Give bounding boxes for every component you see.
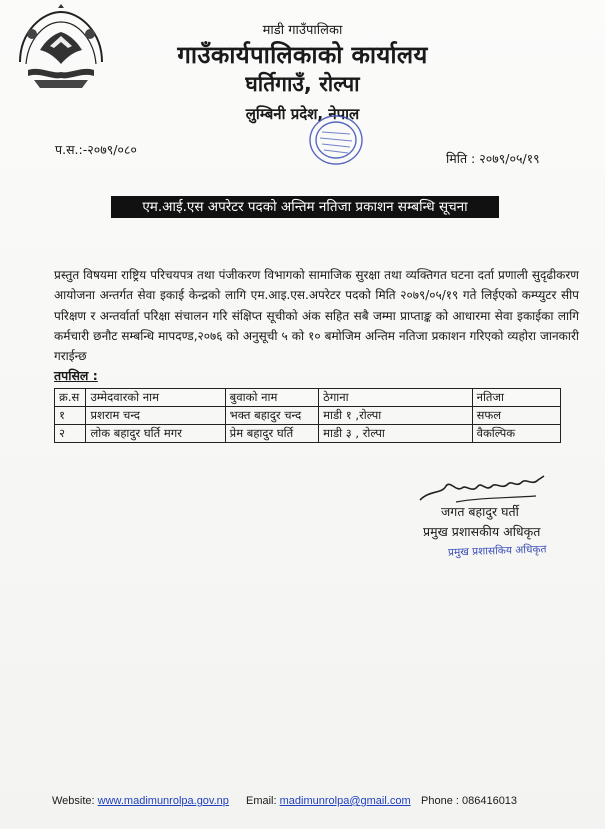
- footer-email: [246, 795, 411, 807]
- details-heading: तपसिल :: [54, 368, 98, 383]
- office-location: घर्तिगाउँ, रोल्पा: [245, 72, 360, 96]
- table-row: [55, 407, 561, 425]
- province-country: लुम्बिनी प्रदेश, नेपाल: [245, 105, 360, 123]
- footer-website: [52, 795, 229, 807]
- website-label: Website:: [52, 795, 95, 807]
- subject-banner: एम.आई.एस अपरेटर पदको अन्तिम नतिजा प्रकाशन सम्बन्धि सूचना: [111, 196, 499, 218]
- notice-date: मिति : २०७९/०५/१९: [446, 151, 540, 166]
- phone-number: 086416013: [461, 795, 518, 807]
- header-father-name: बुवाको नाम: [225, 389, 318, 407]
- row-father-name: प्रेम बहादुर घर्ति: [225, 425, 318, 443]
- row-result: वैकल्पिक: [472, 425, 560, 443]
- header-sn: क्र.स: [55, 389, 86, 407]
- row-address: माडी १ ,रोल्पा: [319, 407, 472, 425]
- signatory-stamp: प्रमुख प्रशासकिय अधिकृत: [447, 543, 547, 559]
- municipality-name: माडी गाउँपालिका: [262, 23, 343, 38]
- header-address: ठेगाना: [319, 389, 472, 407]
- office-name: गाउँकार्यपालिकाको कार्यालय: [177, 41, 428, 69]
- notice-body: प्रस्तुत विषयमा राष्ट्रिय परिचयपत्र तथा पंजीकरण विभागको सामाजिक सुरक्षा तथा व्यक्तिगत घटना दर्ता प्रणाली सुदृढीकरण आयोजना अन्तर्गत सेवा इकाई केन्द्रको लागि एम.आइ.एस.अपरेटर पदको मिति २०७९/०५/१९ गते लिईएको कम्प्युटर सीप परिक्षण र अन्तर्वार्ता परिक्षा संचालन गरि संक्षिप्त सूचीको अंक सहित सबै जम्मा प्राप्ताङ्क को आधारमा सेवा इकाईका लागि कर्मचारी छनौट सम्बन्धि मापदण्ड,२०७६ को अनुसूची ५ को १० बमोजिम अन्तिम नतिजा प्रकाशन गरिएको व्यहोरा जानकारी गराईन्छ: [54, 268, 579, 364]
- signatory-name: जगत बहादुर घर्ती: [441, 504, 519, 519]
- reference-number: प.स.:-२०७९/०८०: [55, 142, 137, 157]
- email-link[interactable]: madimunrolpa@gmail.com: [279, 795, 411, 807]
- row-address: माडी ३ , रोल्पा: [319, 425, 472, 443]
- row-result: सफल: [472, 407, 560, 425]
- results-table: [54, 388, 561, 443]
- signatory-title: प्रमुख प्रशासकीय अधिकृत: [423, 524, 541, 539]
- phone-label: Phone :: [421, 795, 459, 807]
- table-row: [55, 425, 561, 443]
- row-candidate-name: लोक बहादुर घर्ति मगर: [86, 425, 225, 443]
- footer-phone: [421, 795, 517, 807]
- row-sn: २: [55, 425, 86, 443]
- row-candidate-name: प्रशराम चन्द: [86, 407, 225, 425]
- header-candidate-name: उम्मेदवारको नाम: [86, 389, 225, 407]
- email-label: Email:: [246, 795, 277, 807]
- table-header-row: [55, 389, 561, 407]
- row-sn: १: [55, 407, 86, 425]
- header-result: नतिजा: [472, 389, 560, 407]
- website-link[interactable]: www.madimunrolpa.gov.np: [97, 795, 229, 807]
- row-father-name: भक्त बहादुर चन्द: [225, 407, 318, 425]
- office-seal-icon: [278, 104, 373, 174]
